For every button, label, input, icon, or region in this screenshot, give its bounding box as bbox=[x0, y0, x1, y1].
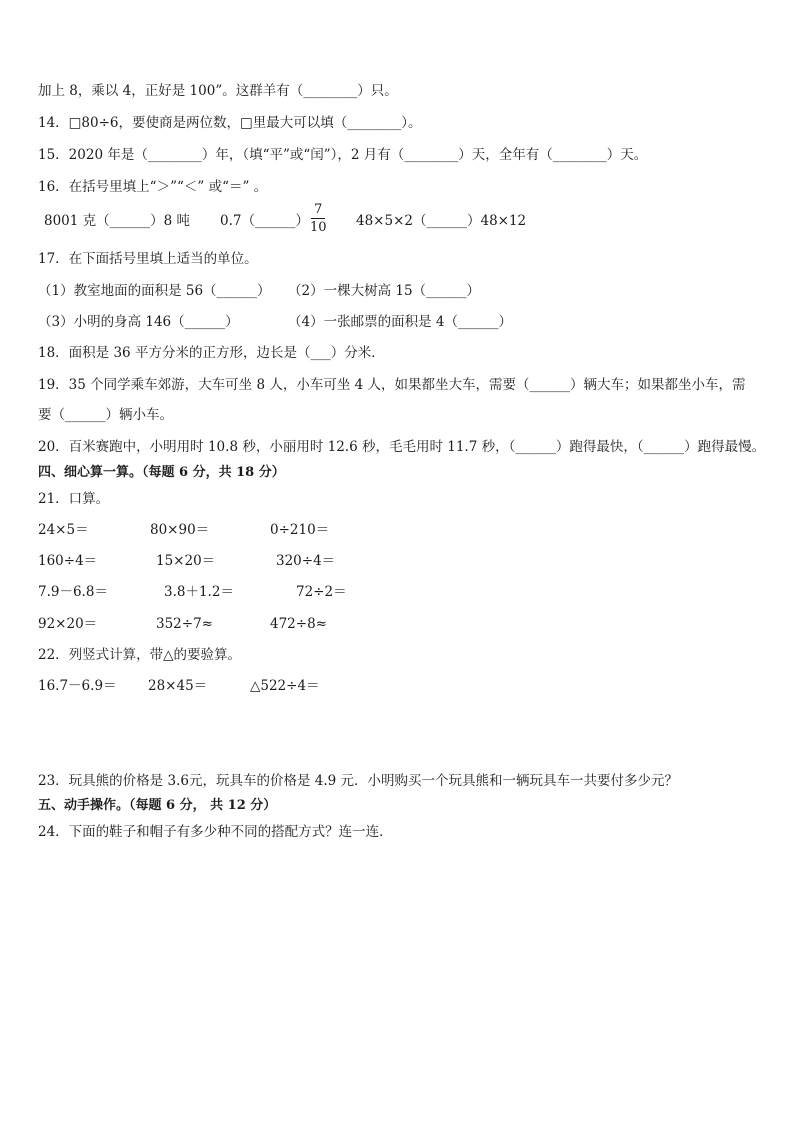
vertical-calc-item: 28×45＝ bbox=[148, 678, 208, 694]
mental-math-item: 7.9－6.8＝ bbox=[38, 584, 108, 600]
unit-item-3: （3）小明的身高 146（______） bbox=[38, 314, 239, 330]
question-21: 21．口算。 bbox=[38, 491, 110, 507]
mental-math-item: 472÷8≈ bbox=[270, 616, 327, 632]
unit-item-1: （1）教室地面的面积是 56（______） bbox=[38, 283, 271, 299]
unit-item-2: （2）一棵大树高 15（______） bbox=[288, 283, 481, 299]
question-20: 20．百米赛跑中，小明用时 10.8 秒，小丽用时 12.6 秒，毛毛用时 11.7 秒，（______）跑得最快，（______）跑得最慢。 bbox=[38, 439, 766, 455]
question-15: 15．2020 年是（________）年，（填“平”或“闰”），2 月有（________）天，全年有（________）天。 bbox=[38, 147, 648, 163]
mental-math-item: 160÷4＝ bbox=[38, 553, 98, 569]
mental-math-item: 3.8＋1.2＝ bbox=[164, 584, 234, 600]
question-18: 18．面积是 36 平方分米的正方形，边长是（___）分米． bbox=[38, 345, 385, 361]
fraction-bar bbox=[311, 218, 325, 219]
mental-math-item: 352÷7≈ bbox=[156, 616, 213, 632]
question-22: 22．列竖式计算，带△的要验算。 bbox=[38, 647, 242, 663]
question-13-continued: 加上 8，乘以 4，正好是 100”。这群羊有（________）只。 bbox=[38, 83, 398, 99]
mental-math-item: 0÷210＝ bbox=[270, 522, 330, 538]
question-14: 14．□80÷6，要使商是两位数，□里最大可以填（________）。 bbox=[38, 115, 422, 131]
section-5-heading: 五、动手操作。（每题 6 分， 共 12 分） bbox=[38, 798, 277, 813]
fraction-numerator: 7 bbox=[314, 202, 323, 217]
mental-math-item: 24×5＝ bbox=[38, 522, 89, 538]
question-16: 16．在括号里填上“＞”“＜” 或“＝” 。 bbox=[38, 179, 268, 195]
vertical-calc-item: 16.7－6.9＝ bbox=[38, 678, 117, 694]
mental-math-item: 320÷4＝ bbox=[276, 553, 336, 569]
question-19-line-1: 19．35 个同学乘车郊游，大车可坐 8 人，小车可坐 4 人，如果都坐大车，需要（______）辆大车；如果都坐小车，需 bbox=[38, 377, 746, 393]
section-4-heading: 四、细心算一算。（每题 6 分，共 18 分） bbox=[38, 465, 285, 480]
fraction-denominator: 10 bbox=[310, 220, 327, 235]
compare-item-1: 8001 克（______）8 吨 bbox=[44, 213, 191, 229]
mental-math-item: 15×20＝ bbox=[156, 553, 216, 569]
mental-math-item: 72÷2＝ bbox=[296, 584, 347, 600]
question-24: 24．下面的鞋子和帽子有多少种不同的搭配方式？连一连． bbox=[38, 824, 393, 840]
question-19-line-2: 要（______）辆小车。 bbox=[38, 407, 173, 423]
mental-math-item: 80×90＝ bbox=[150, 522, 210, 538]
question-23: 23．玩具熊的价格是 3.6元，玩具车的价格是 4.9 元．小明购买一个玩具熊和一辆玩具车一共要付多少元？ bbox=[38, 773, 678, 789]
unit-item-4: （4）一张邮票的面积是 4（______） bbox=[288, 314, 512, 330]
question-16-items bbox=[38, 202, 758, 246]
compare-item-3: 48×5×2（______）48×12 bbox=[356, 213, 527, 229]
mental-math-item: 92×20＝ bbox=[38, 616, 98, 632]
fraction-seven-tenths bbox=[310, 202, 327, 235]
vertical-calc-item: △522÷4＝ bbox=[250, 678, 320, 694]
compare-item-2: 0.7（______） bbox=[220, 213, 309, 229]
question-17: 17．在下面括号里填上适当的单位。 bbox=[38, 251, 258, 267]
